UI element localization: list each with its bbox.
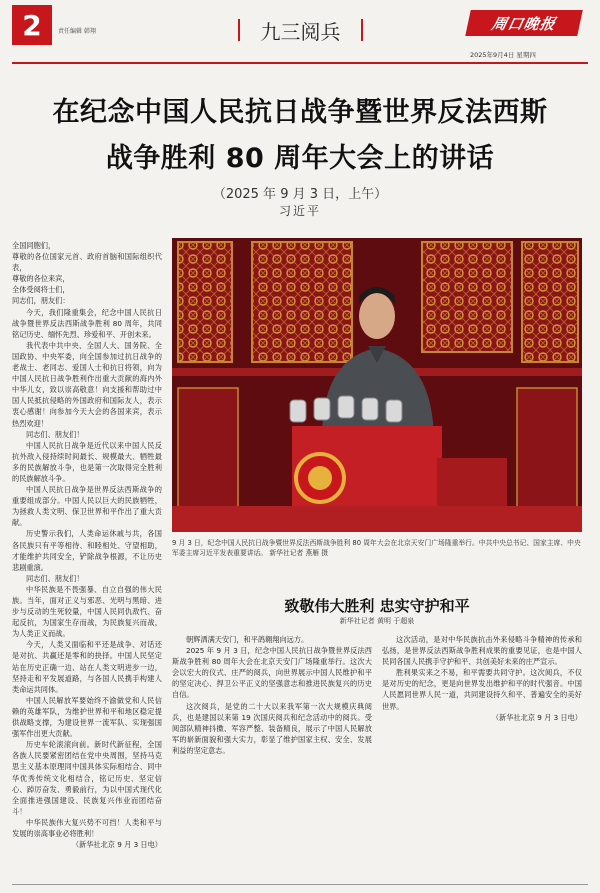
headline-line-1: 在纪念中国人民抗日战争暨世界反法西斯 [52, 97, 548, 128]
speech-date: （2025 年 9 月 3 日，上午） [212, 187, 388, 202]
speech-paragraph: 中国人民抗日战争是近代以来中国人民反抗外敌入侵持续时间最长、规模最大、牺牲最多的民族解放斗争，也是第一次取得完全胜利的民族解放斗争。 [12, 440, 162, 483]
speech-paragraph: 我代表中共中央、全国人大、国务院、全国政协、中央军委，向全国参加过抗日战争的老战士、老同志、爱国人士和抗日将领，向为中国人民抗日战争胜利作出重大贡献的海内外中华儿女，致以崇高敬意！向支援和帮助过中国人民抵抗侵略的外国政府和国际友人，表示衷心感谢！向参加今天大会的各国来宾，表示热烈欢迎！ [12, 340, 162, 428]
salutation-line: 同志们，朋友们： [12, 296, 70, 306]
speech-paragraph: 中国人民抗日战争是世界反法西斯战争的重要组成部分。中国人民以巨大的民族牺牲，为拯救人类文明、保卫世界和平作出了重大贡献。 [12, 485, 162, 528]
newspaper-logo: 周口晚报 [465, 10, 583, 36]
speech-paragraph: 今天，我们隆重集会，纪念中国人民抗日战争暨世界反法西斯战争胜利 80 周年，共同铭记历史、缅怀先烈、珍爱和平、开创未来。 [12, 307, 162, 339]
salutation-line: 全体受阅将士们， [12, 285, 70, 295]
rostrum-illustration [172, 238, 582, 532]
article-source: （新华社北京 9 月 3 日电） [491, 712, 582, 722]
article-paragraph: 朝辉洒满天安门，和平鸽翱翔向远方。 [186, 635, 309, 644]
salutation-line: 尊敬的各位来宾， [12, 274, 70, 284]
editors-line: 责任编辑 韩翔 [58, 28, 96, 35]
speech-paragraph: 今天，人类又面临和平还是战争、对话还是对抗、共赢还是零和的抉择。中国人民坚定站在历史正确一边、站在人类文明进步一边，坚持走和平发展道路，与各国人民携手构建人类命运共同体。 [12, 640, 162, 694]
bottom-rule [12, 884, 588, 885]
headline-line-2: 战争胜利 80 周年大会上的讲话 [105, 143, 495, 174]
speech-paragraph: 同志们、朋友们！ [26, 429, 84, 439]
article-paragraph: 2025 年 9 月 3 日，纪念中国人民抗日战争暨世界反法西斯战争胜利 80 周年大会在北京天安门广场隆重举行。这次大会以宏大的仪式、庄严的阅兵，向世界展示中国人民维护和平的坚定决心、捍卫公平正义的坚强意志和推进民族复兴的历史自信。 [172, 646, 372, 700]
article-column-right [382, 634, 582, 879]
photo-caption [172, 538, 582, 558]
salutation-line: 全国同胞们， [12, 241, 56, 250]
speech-paragraph: 中国人民解放军要始终不渝做党和人民信赖的英雄军队，为维护世界和平和地区稳定提供战略支撑，为建设世界一流军队、实现强国强军作出更大贡献。 [12, 695, 162, 739]
article-title: 致敬伟大胜利 忠实守护和平 [284, 597, 470, 615]
issue-date: 2025年9月4日 星期四 [470, 51, 536, 59]
page-number: 2 [12, 5, 52, 45]
article-paragraph: 胜利果实来之不易，和平需要共同守护。这次阅兵，不仅是对历史的纪念，更是向世界发出维护和平的时代强音。中国人民愿同世界人民一道，共同建设持久和平、普遍安全的美好世界。 [382, 668, 582, 711]
article-byline: 新华社记者 黄明 于超泉 [339, 617, 415, 625]
speech-column [12, 240, 162, 880]
section-title: 九三阅兵 [238, 14, 363, 46]
article-paragraph: 这次活动，是对中华民族抗击外来侵略斗争精神的传承和弘扬，是世界反法西斯战争胜利成果的重要见证，也是中国人民同各国人民携手守护和平、共创美好未来的庄严宣示。 [382, 635, 582, 667]
speech-paragraph: 中华民族伟大复兴势不可挡！人类和平与发展的崇高事业必将胜利！ [12, 817, 162, 838]
news-photo [172, 238, 582, 532]
article-column-left [172, 634, 372, 879]
speech-paragraph: 中华民族是不畏强暴、自立自强的伟大民族。当年，面对正义与邪恶、光明与黑暗、进步与反动的生死较量，中国人民同仇敌忾、奋起反抗，为国家生存而战，为民族复兴而战，为人类正义而战。 [12, 584, 162, 639]
speech-paragraph: 历史车轮滚滚向前。新时代新征程，全国各族人民要紧密团结在党中央周围，坚持马克思主义基本原理同中国具体实际相结合、同中华优秀传统文化相结合，铭记历史、坚定信心、踔厉奋发、勇毅前行，为以中国式现代化全面推进强国建设、民族复兴伟业而团结奋斗！ [12, 740, 162, 816]
photo-credit: 新华社记者 燕雁 摄 [269, 549, 329, 557]
speech-paragraph: 同志们、朋友们！ [26, 573, 84, 583]
speech-source: （新华社北京 9 月 3 日电） [71, 840, 162, 850]
masthead-rule [12, 62, 588, 64]
article-paragraph: 这次阅兵，是党的二十大以来我军第一次大规模庆典阅兵，也是建国以来第 19 次国庆阅兵和纪念活动中的阅兵。受阅部队精神抖擞、军容严整、装备精良，展示了中国人民解放军的崭新面貌和强大实力，彰显了维护国家主权、安全、发展利益的坚定意志。 [172, 701, 372, 755]
salutation-line: 尊敬的各位国家元首、政府首脑和国际组织代表， [12, 252, 162, 273]
speaker-name: 习近平 [278, 204, 321, 218]
speech-paragraph: 历史警示我们，人类命运休戚与共，各国各民族只有平等相待、和睦相处、守望相助，才能维护共同安全，铲除战争根源，不让历史悲剧重演。 [12, 529, 162, 572]
caption-text: 9 月 3 日，纪念中国人民抗日战争暨世界反法西斯战争胜利 80 周年大会在北京天安门广场隆重举行。中共中央总书记、国家主席、中央军委主席习近平发表重要讲话。 [172, 539, 581, 557]
